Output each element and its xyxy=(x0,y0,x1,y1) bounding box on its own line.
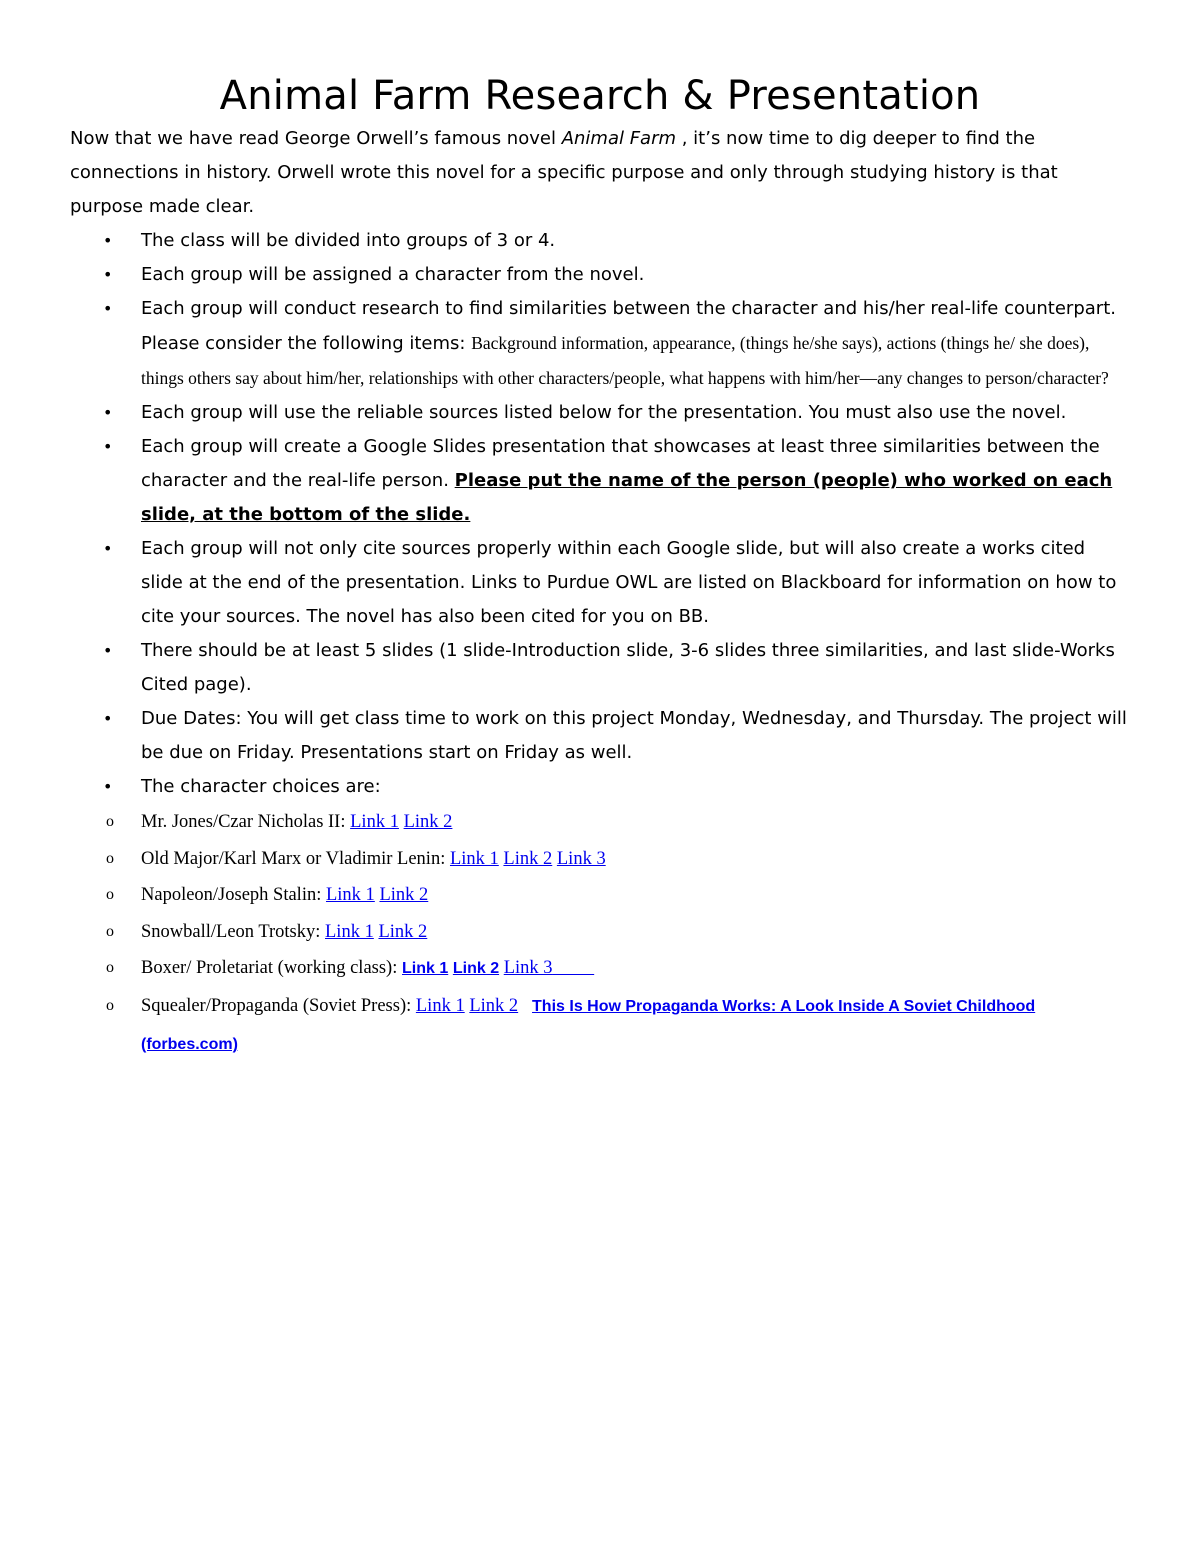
link-3[interactable]: Link 3 xyxy=(556,848,606,869)
character-label: Mr. Jones/Czar Nicholas II: xyxy=(141,812,351,832)
link-1[interactable]: Link 1 xyxy=(350,812,399,832)
sub-bullet-icon: o xyxy=(106,996,114,1014)
bullet-icon: • xyxy=(103,403,113,422)
list-item-text: Each group will use the reliable sources listed below for the presentation. You must also use the novel. xyxy=(141,402,1067,423)
list-item-text: Due Dates: You will get class time to work on this project Monday, Wednesday, and Thursday. The project will be due on Friday. Presentations start on Friday as well. xyxy=(141,708,1127,763)
character-choices-list xyxy=(70,804,1130,1063)
forbes-propaganda-link[interactable]: This Is How Propaganda Works: A Look Inside A Soviet Childhood (forbes.com) xyxy=(141,997,1036,1053)
list-item-text: Each group will create a Google Slides presentation that showcases at least three similarities between the character and the real-life person. xyxy=(141,436,1100,491)
list-item xyxy=(70,702,1130,770)
bullet-icon: • xyxy=(103,265,113,284)
character-item-jones xyxy=(70,804,1130,841)
sub-bullet-icon: o xyxy=(106,922,114,940)
character-item-napoleon xyxy=(70,877,1130,914)
character-label: Old Major/Karl Marx or Vladimir Lenin: xyxy=(141,848,450,869)
list-item xyxy=(70,292,1130,396)
list-item xyxy=(70,430,1130,532)
link-2[interactable]: Link 2 xyxy=(403,812,453,832)
bullet-icon: • xyxy=(103,641,113,660)
list-item xyxy=(70,634,1130,702)
character-item-boxer xyxy=(70,950,1130,988)
link-1[interactable]: Link 1 xyxy=(449,848,499,869)
bullet-icon: • xyxy=(103,299,113,318)
list-item xyxy=(70,258,1130,292)
list-item-text: The character choices are: xyxy=(141,776,381,797)
character-item-snowball xyxy=(70,914,1130,951)
intro-text-before: Now that we have read George Orwell’s famous novel xyxy=(70,128,562,149)
list-item xyxy=(70,532,1130,634)
page-title: Animal Farm Research & Presentation xyxy=(219,73,981,119)
link-2[interactable]: Link 2 xyxy=(452,960,500,978)
sub-bullet-icon: o xyxy=(106,959,114,977)
list-item-text: Each group will be assigned a character from the novel. xyxy=(141,264,645,285)
list-item xyxy=(70,770,1130,1063)
link-1[interactable]: Link 1 xyxy=(415,995,465,1016)
character-item-old-major xyxy=(70,841,1130,878)
list-item xyxy=(70,396,1130,430)
character-label: Squealer/Propaganda (Soviet Press): xyxy=(141,995,416,1016)
character-label: Snowball/Leon Trotsky: xyxy=(141,921,325,942)
list-item-text: The class will be divided into groups of 3 or 4. xyxy=(141,230,556,251)
character-label: Napoleon/Joseph Stalin: xyxy=(141,885,326,906)
list-item xyxy=(70,224,1130,258)
instructions-list xyxy=(70,224,1130,1063)
bullet-icon: • xyxy=(103,539,113,558)
document-page xyxy=(70,70,1130,1063)
link-2[interactable]: Link 2 xyxy=(379,885,429,906)
intro-paragraph xyxy=(70,122,1130,224)
list-item-text: There should be at least 5 slides (1 slide-Introduction slide, 3-6 slides three similarities, and last slide-Works Cited page). xyxy=(141,640,1115,695)
character-item-squealer xyxy=(70,988,1130,1063)
slide-name-instruction: Please put the name of the person (people) who worked on each slide, at the bottom of the slide. xyxy=(141,470,1113,525)
link-1[interactable]: Link 1 xyxy=(402,960,449,978)
bullet-icon: • xyxy=(103,777,113,796)
list-item-text: Each group will not only cite sources properly within each Google slide, but will also create a works cited slide at the end of the presentation. Links to Purdue OWL are listed on Blackboard for information on how to cite your sources. The novel has also been cited for you on BB. xyxy=(141,538,1117,627)
list-item-text: Each group will conduct research to find similarities between the character and his/her real-life counterpart. Please consider the following items: xyxy=(141,298,1116,354)
bullet-icon: • xyxy=(103,231,113,250)
bullet-icon: • xyxy=(103,709,113,728)
intro-text-after: , it’s now time to dig deeper to find the connections in history. Orwell wrote this novel for a specific purpose and only through studying history is that purpose made clear. xyxy=(70,128,1058,217)
sub-bullet-icon: o xyxy=(106,849,114,867)
link-3[interactable]: Link 3 xyxy=(503,958,553,979)
sub-bullet-icon: o xyxy=(106,813,114,830)
sub-bullet-icon: o xyxy=(106,886,114,904)
character-label: Boxer/ Proletariat (working class): xyxy=(141,958,402,979)
link-1[interactable]: Link 1 xyxy=(325,885,375,906)
link-1[interactable]: Link 1 xyxy=(325,921,374,942)
bullet-icon: • xyxy=(103,437,113,456)
link-2[interactable]: Link 2 xyxy=(378,921,428,942)
novel-title: Animal Farm xyxy=(561,128,677,149)
research-items-text: Background information, appearance, (things he/she says), actions (things he/ she does), things others say about him/her, relationships with other characters/people, what happens with him/her—any changes to person/character? xyxy=(141,333,1109,388)
link-2[interactable]: Link 2 xyxy=(469,995,519,1016)
link-2[interactable]: Link 2 xyxy=(503,848,553,869)
